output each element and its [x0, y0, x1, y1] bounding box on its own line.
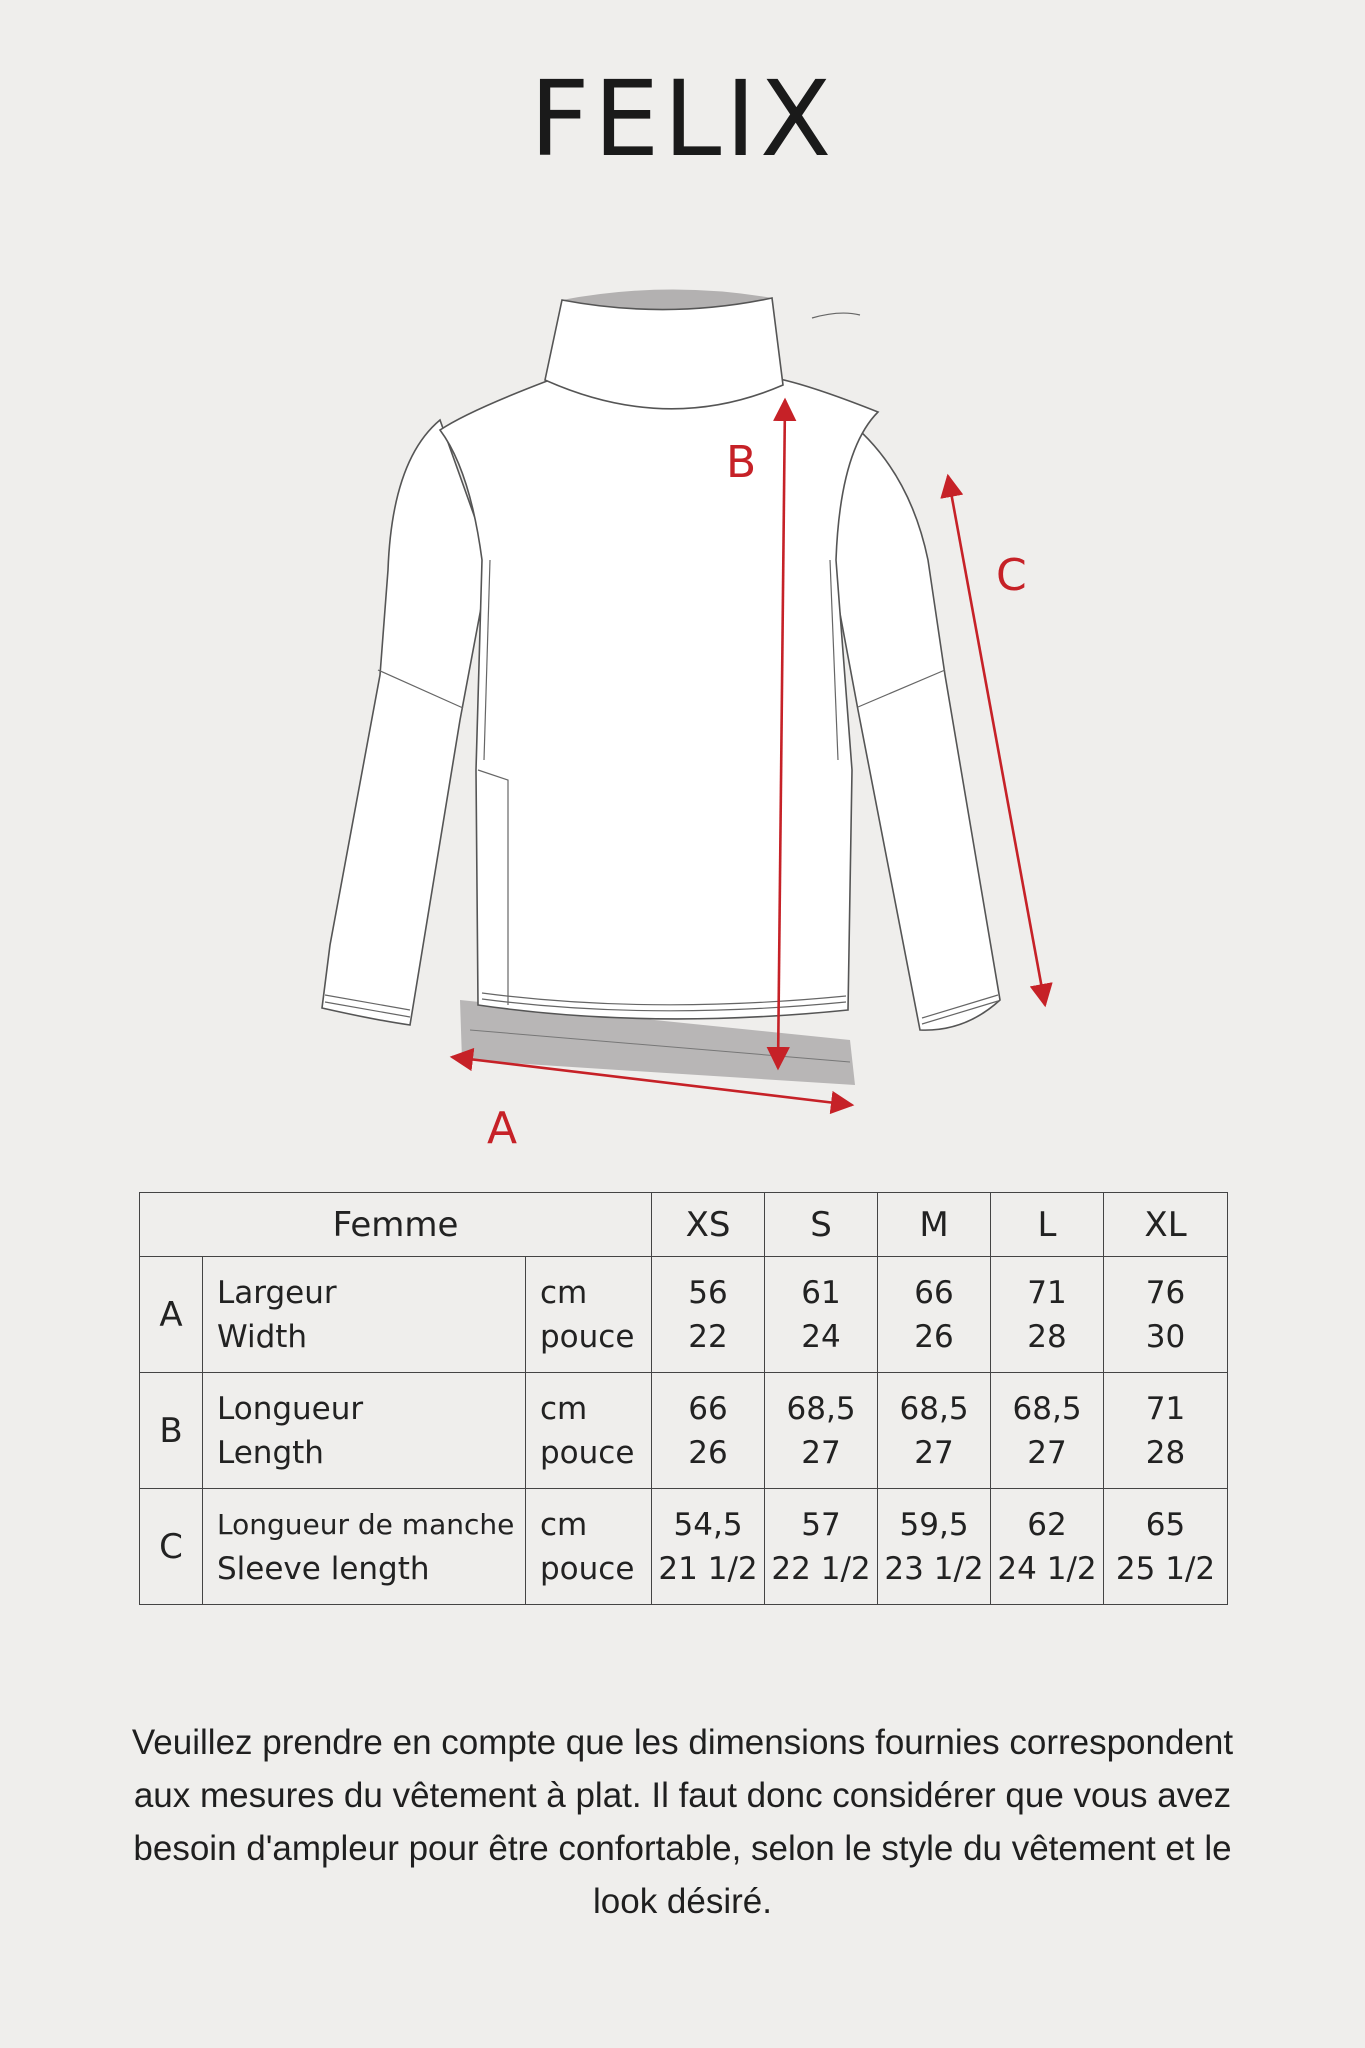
value-in: 23 1/2	[884, 1550, 984, 1587]
size-table	[139, 1192, 1228, 1605]
table-header-row	[140, 1193, 1228, 1257]
value-cm: 76	[1145, 1274, 1186, 1311]
row-label	[203, 1373, 526, 1489]
value-in: 27	[1027, 1434, 1067, 1471]
cell-xl	[1104, 1373, 1228, 1489]
label-en: Width	[217, 1318, 308, 1355]
value-cm: 68,5	[899, 1390, 969, 1427]
label-fr: Longueur	[217, 1390, 364, 1427]
cell-xs	[652, 1257, 765, 1373]
cell-xl	[1104, 1489, 1228, 1605]
value-in: 24 1/2	[997, 1550, 1097, 1587]
unit-cm: cm	[540, 1274, 588, 1311]
value-cm: 68,5	[786, 1390, 856, 1427]
unit-in: pouce	[540, 1550, 635, 1587]
header-size-l: L	[991, 1193, 1104, 1257]
header-size-xl: XL	[1104, 1193, 1228, 1257]
value-cm: 56	[688, 1274, 728, 1311]
value-in: 28	[1027, 1318, 1067, 1355]
cell-l	[991, 1257, 1104, 1373]
cell-l	[991, 1373, 1104, 1489]
value-in: 24	[801, 1318, 841, 1355]
measurement-note: Veuillez prendre en compte que les dimensions fournies correspondent aux mesures du vêtement à plat. Il faut donc considérer que vous avez besoin d'ampleur pour être confortable, selon le style du vêtement et le look désiré.	[131, 1723, 1234, 1921]
value-in: 27	[914, 1434, 954, 1471]
label-c: C	[996, 550, 1027, 601]
value-in: 25 1/2	[1115, 1550, 1216, 1587]
page-title: FELIX	[529, 58, 836, 180]
value-cm: 57	[801, 1506, 841, 1543]
row-units	[526, 1257, 652, 1373]
value-in: 28	[1145, 1434, 1186, 1471]
cell-s	[765, 1489, 878, 1605]
cell-m	[878, 1257, 991, 1373]
value-in: 21 1/2	[658, 1550, 758, 1587]
cell-s	[765, 1373, 878, 1489]
label-fr: Largeur	[217, 1274, 337, 1311]
header-size-s: S	[765, 1193, 878, 1257]
table-row	[140, 1489, 1228, 1605]
value-in: 27	[801, 1434, 841, 1471]
cell-l	[991, 1489, 1104, 1605]
value-in: 22 1/2	[771, 1550, 871, 1587]
row-label	[203, 1257, 526, 1373]
value-cm: 71	[1027, 1274, 1067, 1311]
value-cm: 71	[1145, 1390, 1186, 1427]
value-cm: 59,5	[899, 1506, 969, 1543]
cell-s	[765, 1257, 878, 1373]
cell-m	[878, 1373, 991, 1489]
row-key: C	[140, 1489, 203, 1605]
unit-cm: cm	[540, 1390, 588, 1427]
unit-in: pouce	[540, 1318, 635, 1355]
unit-in: pouce	[540, 1434, 635, 1471]
label-en: Length	[217, 1434, 324, 1471]
cell-xs	[652, 1489, 765, 1605]
value-cm: 62	[1027, 1506, 1067, 1543]
unit-cm: cm	[540, 1506, 588, 1543]
value-cm: 61	[801, 1274, 841, 1311]
table-row	[140, 1257, 1228, 1373]
value-cm: 65	[1145, 1506, 1186, 1543]
row-label	[203, 1489, 526, 1605]
cell-xs	[652, 1373, 765, 1489]
row-units	[526, 1373, 652, 1489]
header-size-m: M	[878, 1193, 991, 1257]
label-a: A	[487, 1103, 518, 1154]
cell-m	[878, 1489, 991, 1605]
sweater-outline	[322, 298, 1000, 1030]
value-in: 30	[1145, 1318, 1186, 1355]
cell-xl	[1104, 1257, 1228, 1373]
row-key: A	[140, 1257, 203, 1373]
label-fr: Longueur de manche	[217, 1507, 515, 1541]
value-cm: 68,5	[1012, 1390, 1082, 1427]
value-cm: 66	[914, 1274, 954, 1311]
header-category: Femme	[140, 1193, 652, 1257]
label-en: Sleeve length	[217, 1550, 430, 1587]
row-key: B	[140, 1373, 203, 1489]
value-in: 22	[688, 1318, 728, 1355]
header-size-xs: XS	[652, 1193, 765, 1257]
value-cm: 54,5	[673, 1506, 743, 1543]
row-units	[526, 1489, 652, 1605]
value-in: 26	[914, 1318, 954, 1355]
label-b: B	[726, 437, 757, 488]
value-in: 26	[688, 1434, 728, 1471]
table-row	[140, 1373, 1228, 1489]
value-cm: 66	[688, 1390, 728, 1427]
